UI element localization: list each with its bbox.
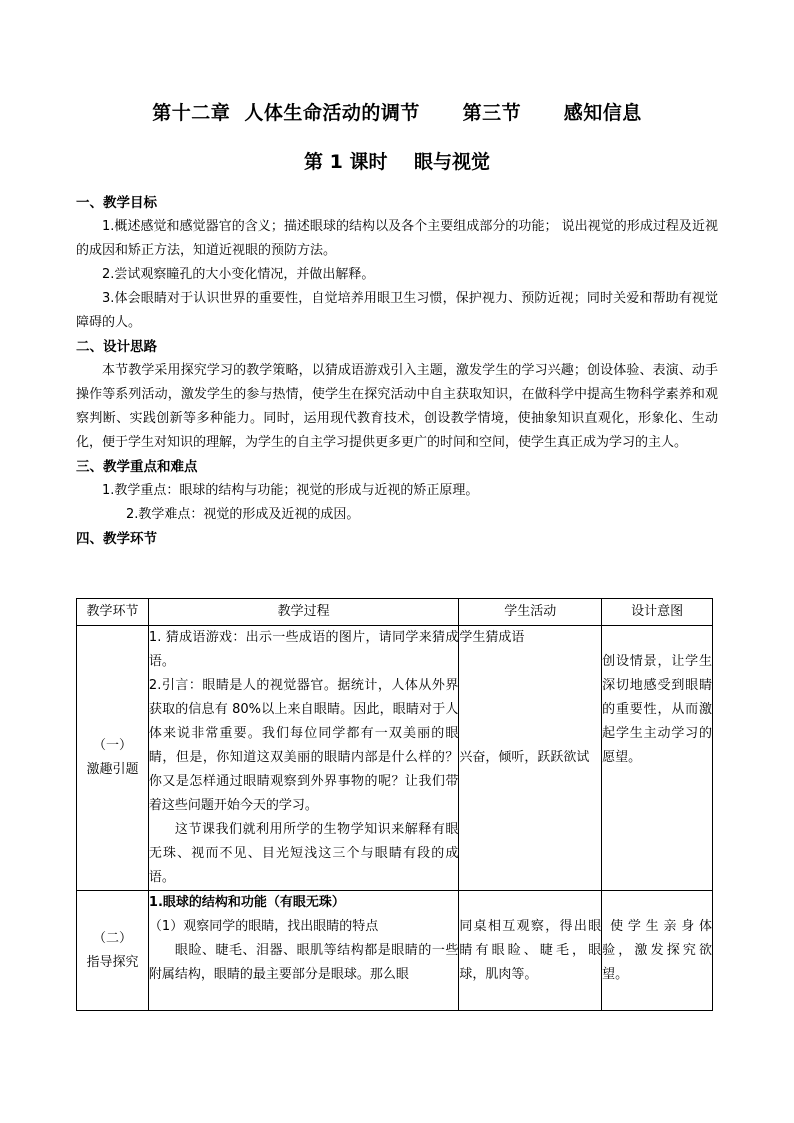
table-row xyxy=(77,891,713,1011)
activity-text: 同桌相互观察，得出眼睛有眼睑、睫毛，眼球，肌肉等。 xyxy=(459,918,602,982)
header-activity: 学生活动 xyxy=(459,599,602,626)
document-body xyxy=(76,191,718,551)
process-cell xyxy=(148,891,458,1011)
header-process: 教学过程 xyxy=(148,599,458,626)
header-intent: 设计意图 xyxy=(602,599,713,626)
stage-name: 激趣引题 xyxy=(86,762,139,777)
activity-spacer xyxy=(459,650,601,746)
activity-cell xyxy=(459,626,602,891)
header-stage: 教学环节 xyxy=(77,599,149,626)
intent-cell xyxy=(602,891,713,1011)
key-point-2: 2.教学难点：视觉的形成及近视的成因。 xyxy=(126,507,360,522)
intent-spacer xyxy=(602,626,712,650)
chapter-title: 第十二章 人体生命活动的调节 第三节 感知信息 xyxy=(152,102,642,124)
lesson-title: 第 1 课时 眼与视觉 xyxy=(304,151,490,173)
activity-cell xyxy=(459,891,602,1011)
key-point-1: 1.教学重点：眼球的结构与功能；视觉的形成与近视的矫正原理。 xyxy=(102,483,479,498)
stage-cell xyxy=(77,891,149,1011)
stage-cell xyxy=(77,626,149,891)
stage-number: （二） xyxy=(92,930,132,946)
stage-name: 指导探究 xyxy=(86,954,139,970)
key-heading: 三、教学重点和难点 xyxy=(76,459,198,475)
process-item-2: 2.引言：眼睛是人的视觉器官。据统计，人体从外界获取的信息有 80%以上来自眼睛。因此，眼睛对于人体来说非常重要。我们每位同学都有一双美丽的眼睛，但是，你知道这双美丽的眼睛内部是什么样的？你又是怎样通过眼睛观察到外界事物的呢？让我们带着这些问题开始今天的学习。 xyxy=(148,678,459,813)
steps-heading: 四、教学环节 xyxy=(76,531,157,547)
stage-number: （一） xyxy=(92,738,132,753)
intent-text: 创设情景，让学生深切地感受到眼睛的重要性，从而激起学生主动学习的愿望。 xyxy=(602,654,712,765)
process-item-3: 这节课我们就利用所学的生物学知识来解释有眼无珠、视而不见、目光短浅这三个与眼睛有段的成语。 xyxy=(148,822,459,885)
goal-1: 1.概述感觉和感觉器官的含义；描述眼球的结构以及各个主要组成部分的功能； 说出视觉的形成过程及近视的成因和矫正方法，知道近视眼的预防方法。 xyxy=(76,219,718,258)
table-row xyxy=(77,626,713,891)
process-cell xyxy=(148,626,458,891)
process-item-3: 眼睑、睫毛、泪器、眼肌等结构都是眼睛的一些附属结构，眼睛的最主要部分是眼球。那么眼 xyxy=(148,943,459,982)
activity-item-1: 学生猜成语 xyxy=(459,630,525,645)
goals-heading: 一、教学目标 xyxy=(76,195,157,211)
goal-2: 2.尝试观察瞳孔的大小变化情况，并做出解释。 xyxy=(102,267,375,282)
lesson-steps-table xyxy=(76,598,713,1011)
process-item-1: 1. 猜成语游戏：出示一些成语的图片，请同学来猜成语。 xyxy=(148,630,459,669)
design-heading: 二、设计思路 xyxy=(76,339,157,355)
goal-3: 3.体会眼睛对于认识世界的重要性，自觉培养用眼卫生习惯，保护视力、预防近视；同时关爱和帮助有视觉障碍的人。 xyxy=(76,291,718,330)
intent-text: 使学生亲身体验，激发探究欲望。 xyxy=(602,918,712,982)
process-item-2: （1）观察同学的眼睛，找出眼睛的特点 xyxy=(148,919,379,934)
design-text: 本节教学采用探究学习的教学策略，以猜成语游戏引入主题，激发学生的学习兴趣；创设体验、表演、动手操作等系列活动，激发学生的参与热情，使学生在探究活动中自主获取知识，在做科学中提高生物科学素养和观察判断、实践创新等多种能力。同时，运用现代教育技术，创设教学情境，使抽象知识直观化，形象化、生动化，便于学生对知识的理解，为学生的自主学习提供更多更广的时间和空间，使学生真正成为学习的主人。 xyxy=(76,363,718,450)
process-item-1: 1.眼球的结构和功能（有眼无珠） xyxy=(148,895,345,910)
intent-cell xyxy=(602,626,713,891)
activity-item-2: 兴奋，倾听，跃跃欲试 xyxy=(459,750,590,765)
table-header-row xyxy=(77,599,713,626)
